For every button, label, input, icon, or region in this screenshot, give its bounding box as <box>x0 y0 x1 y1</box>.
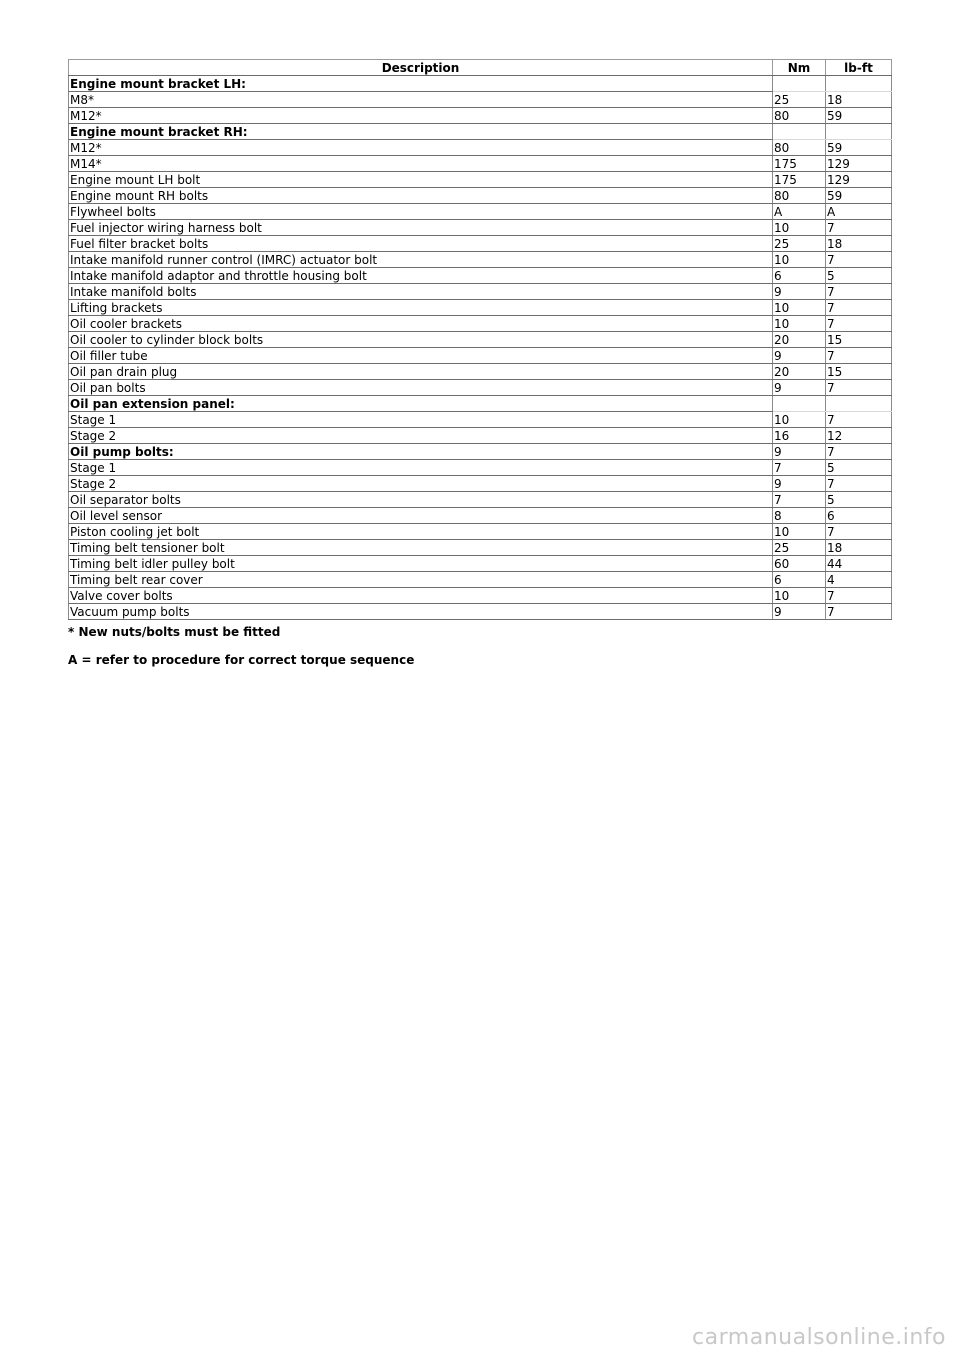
row-description: Oil cooler brackets <box>69 316 773 332</box>
table-subheading-row <box>69 76 892 92</box>
row-nm-value: 10 <box>773 220 826 236</box>
row-nm-value: 10 <box>773 588 826 604</box>
row-description: Stage 2 <box>69 428 773 444</box>
row-nm-value: 7 <box>773 492 826 508</box>
row-lbft-value: 7 <box>826 604 892 620</box>
table-row <box>69 492 892 508</box>
table-body <box>69 76 892 620</box>
row-description: Vacuum pump bolts <box>69 604 773 620</box>
row-lbft-value: 5 <box>826 268 892 284</box>
row-description: Lifting brackets <box>69 300 773 316</box>
row-lbft-value: 7 <box>826 348 892 364</box>
table-row <box>69 540 892 556</box>
row-nm-value: 80 <box>773 188 826 204</box>
table-row <box>69 380 892 396</box>
row-lbft-value: 18 <box>826 540 892 556</box>
row-description: Piston cooling jet bolt <box>69 524 773 540</box>
row-nm-value: 6 <box>773 572 826 588</box>
note-refer-procedure: A = refer to procedure for correct torque sequence <box>68 653 415 667</box>
row-nm-value: 25 <box>773 92 826 108</box>
row-lbft-value: 12 <box>826 428 892 444</box>
row-description: Oil pan extension panel: <box>69 396 773 412</box>
table-row <box>69 172 892 188</box>
row-lbft-value: 59 <box>826 188 892 204</box>
row-lbft-value: 5 <box>826 460 892 476</box>
table-row <box>69 156 892 172</box>
row-lbft-value: 7 <box>826 444 892 460</box>
row-description: Intake manifold bolts <box>69 284 773 300</box>
table-row <box>69 604 892 620</box>
row-description: Valve cover bolts <box>69 588 773 604</box>
row-description: Timing belt idler pulley bolt <box>69 556 773 572</box>
row-description: M14* <box>69 156 773 172</box>
row-description: Stage 1 <box>69 460 773 476</box>
row-description: Intake manifold runner control (IMRC) actuator bolt <box>69 252 773 268</box>
row-nm-value: 8 <box>773 508 826 524</box>
table-row <box>69 140 892 156</box>
row-nm-value: 10 <box>773 252 826 268</box>
row-nm-value: 6 <box>773 268 826 284</box>
row-description: Oil cooler to cylinder block bolts <box>69 332 773 348</box>
row-nm-value: 9 <box>773 380 826 396</box>
row-description: Fuel injector wiring harness bolt <box>69 220 773 236</box>
torque-specifications-table <box>68 59 892 620</box>
row-nm-value: 9 <box>773 284 826 300</box>
row-description: Oil level sensor <box>69 508 773 524</box>
row-description: Timing belt tensioner bolt <box>69 540 773 556</box>
row-lbft-value <box>826 396 892 412</box>
row-nm-value: 9 <box>773 444 826 460</box>
row-lbft-value: 18 <box>826 236 892 252</box>
row-nm-value: 20 <box>773 332 826 348</box>
table-row <box>69 524 892 540</box>
table-row <box>69 364 892 380</box>
row-nm-value: 7 <box>773 460 826 476</box>
table-row <box>69 428 892 444</box>
row-description: Stage 2 <box>69 476 773 492</box>
table-row <box>69 332 892 348</box>
row-lbft-value: 59 <box>826 140 892 156</box>
row-nm-value: 25 <box>773 236 826 252</box>
row-nm-value: 80 <box>773 140 826 156</box>
row-lbft-value: 7 <box>826 252 892 268</box>
row-nm-value: 9 <box>773 476 826 492</box>
row-lbft-value: 7 <box>826 476 892 492</box>
row-description: Oil pump bolts: <box>69 444 773 460</box>
table-row <box>69 252 892 268</box>
table-row <box>69 300 892 316</box>
row-nm-value: 16 <box>773 428 826 444</box>
header-nm: Nm <box>773 60 826 76</box>
row-lbft-value: 6 <box>826 508 892 524</box>
row-nm-value <box>773 396 826 412</box>
header-description: Description <box>69 60 773 76</box>
row-lbft-value: 7 <box>826 284 892 300</box>
row-lbft-value: 7 <box>826 316 892 332</box>
table-row <box>69 188 892 204</box>
row-description: Intake manifold adaptor and throttle housing bolt <box>69 268 773 284</box>
row-lbft-value: 7 <box>826 412 892 428</box>
table-row <box>69 556 892 572</box>
table-row <box>69 588 892 604</box>
table-row <box>69 204 892 220</box>
row-description: M8* <box>69 92 773 108</box>
row-description: Oil pan drain plug <box>69 364 773 380</box>
row-nm-value: 175 <box>773 156 826 172</box>
table-row <box>69 316 892 332</box>
table-row <box>69 348 892 364</box>
row-nm-value: 10 <box>773 316 826 332</box>
table-row <box>69 268 892 284</box>
table-row <box>69 220 892 236</box>
row-description: Stage 1 <box>69 412 773 428</box>
row-nm-value: 60 <box>773 556 826 572</box>
row-description: M12* <box>69 108 773 124</box>
row-lbft-value: 7 <box>826 380 892 396</box>
row-nm-value <box>773 76 826 92</box>
row-nm-value: 80 <box>773 108 826 124</box>
row-description: Engine mount bracket RH: <box>69 124 773 140</box>
row-lbft-value: 5 <box>826 492 892 508</box>
row-nm-value: 9 <box>773 604 826 620</box>
row-lbft-value: 7 <box>826 300 892 316</box>
row-lbft-value: 15 <box>826 332 892 348</box>
row-lbft-value: 7 <box>826 524 892 540</box>
table-subheading-row <box>69 396 892 412</box>
row-nm-value: 20 <box>773 364 826 380</box>
row-description: Engine mount bracket LH: <box>69 76 773 92</box>
row-nm-value <box>773 124 826 140</box>
row-nm-value: A <box>773 204 826 220</box>
row-lbft-value: 44 <box>826 556 892 572</box>
table-row <box>69 108 892 124</box>
table-header-row <box>69 60 892 76</box>
row-nm-value: 10 <box>773 300 826 316</box>
row-description: Flywheel bolts <box>69 204 773 220</box>
row-description: Timing belt rear cover <box>69 572 773 588</box>
row-nm-value: 10 <box>773 412 826 428</box>
row-lbft-value: 59 <box>826 108 892 124</box>
row-lbft-value: 129 <box>826 172 892 188</box>
row-description: Oil separator bolts <box>69 492 773 508</box>
row-description: Fuel filter bracket bolts <box>69 236 773 252</box>
row-description: Oil filler tube <box>69 348 773 364</box>
table-subheading-row <box>69 124 892 140</box>
row-lbft-value: 129 <box>826 156 892 172</box>
row-nm-value: 9 <box>773 348 826 364</box>
row-description: Engine mount LH bolt <box>69 172 773 188</box>
row-lbft-value: 18 <box>826 92 892 108</box>
watermark-logo: carmanualsonline.info <box>692 1325 946 1350</box>
row-lbft-value: 7 <box>826 220 892 236</box>
table-row <box>69 412 892 428</box>
row-nm-value: 175 <box>773 172 826 188</box>
row-lbft-value: 4 <box>826 572 892 588</box>
row-lbft-value <box>826 124 892 140</box>
row-lbft-value: 15 <box>826 364 892 380</box>
table-row <box>69 460 892 476</box>
row-nm-value: 25 <box>773 540 826 556</box>
row-description: M12* <box>69 140 773 156</box>
row-lbft-value: 7 <box>826 588 892 604</box>
row-nm-value: 10 <box>773 524 826 540</box>
table-row <box>69 476 892 492</box>
table-row <box>69 572 892 588</box>
row-lbft-value <box>826 76 892 92</box>
table-row <box>69 444 892 460</box>
row-description: Engine mount RH bolts <box>69 188 773 204</box>
table-row <box>69 92 892 108</box>
table-row <box>69 508 892 524</box>
header-lbft: lb-ft <box>826 60 892 76</box>
table-row <box>69 236 892 252</box>
row-lbft-value: A <box>826 204 892 220</box>
note-new-nuts: * New nuts/bolts must be fitted <box>68 625 281 639</box>
table-row <box>69 284 892 300</box>
row-description: Oil pan bolts <box>69 380 773 396</box>
